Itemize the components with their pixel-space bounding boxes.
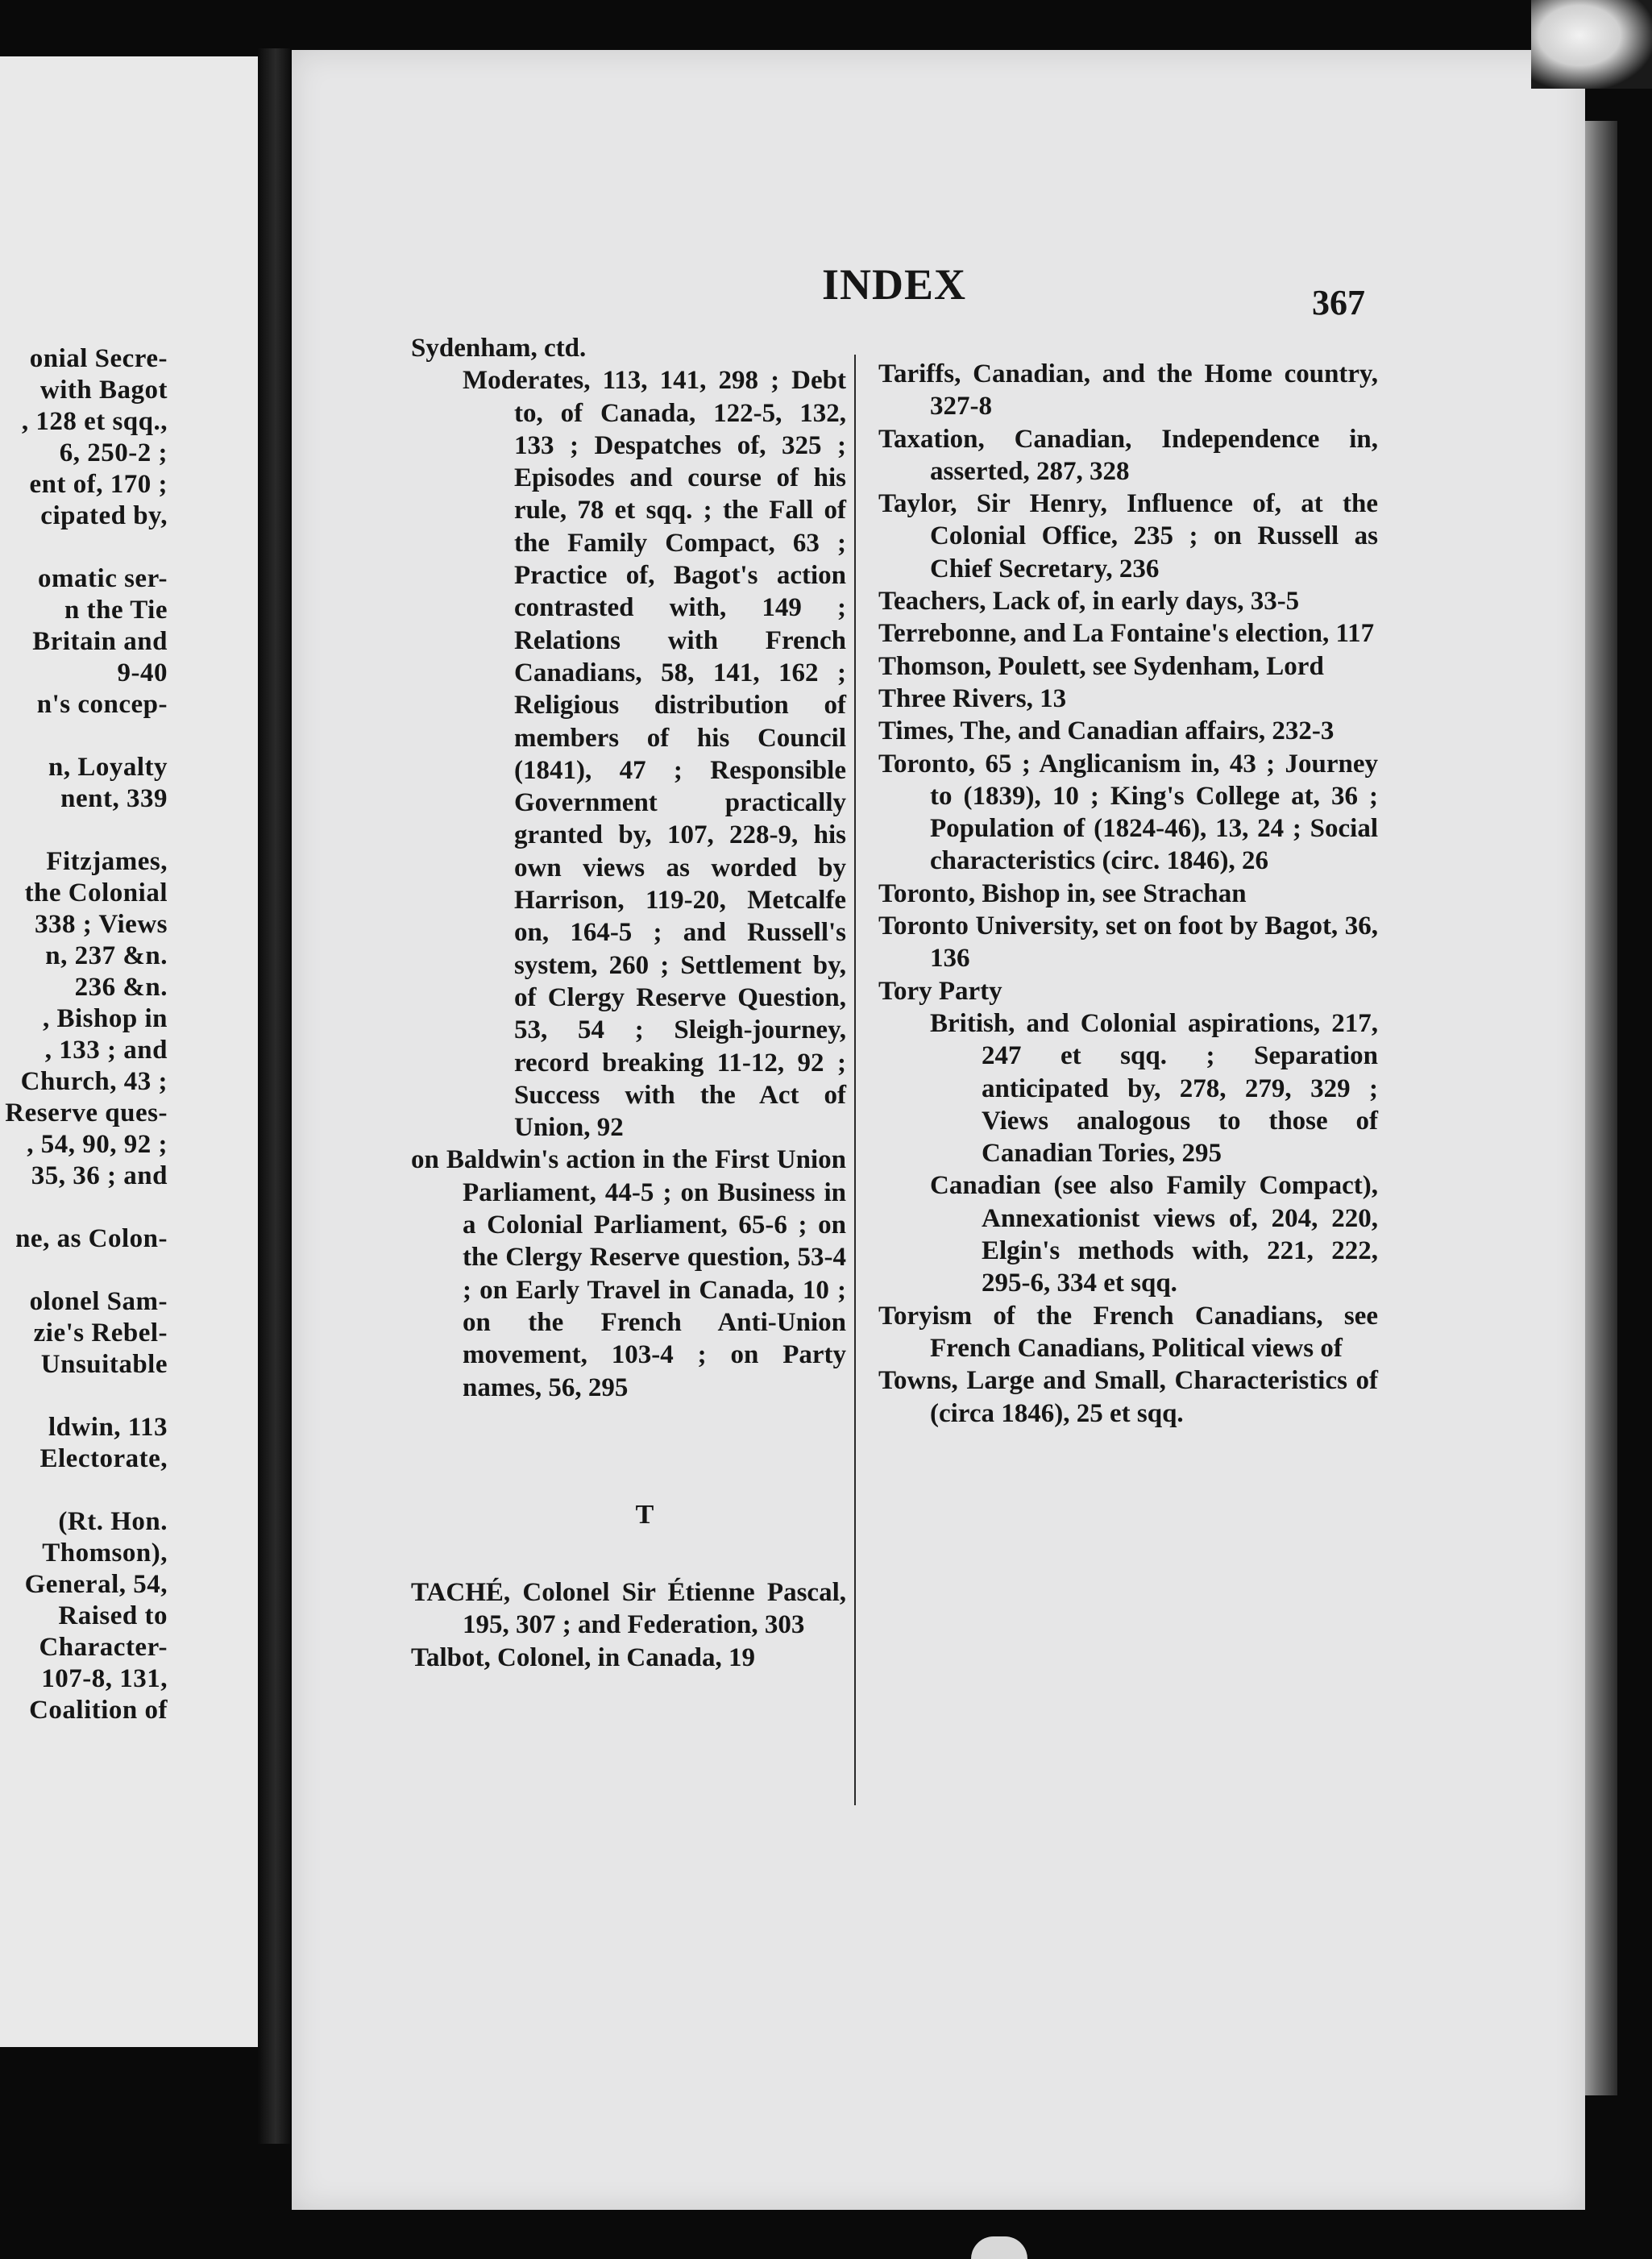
index-entry: Three Rivers, 13 (878, 683, 1067, 713)
column-divider (854, 355, 856, 1805)
facing-page-line: onial Secre- (29, 344, 168, 373)
index-entry: Taxation, Canadian, Independence in, asserted, 287, 328 (878, 424, 1378, 486)
facing-page-line: , 128 et sqq., (21, 407, 168, 436)
facing-page-line: ne, as Colon- (15, 1224, 168, 1253)
book-gutter (258, 48, 290, 2144)
facing-page-line: Character- (39, 1633, 168, 1662)
index-subentry: Canadian (see also Family Compact), Annexationist views of, 204, 220, Elgin's methods with, 221, 222, 295-6, 334 et sqq. (930, 1171, 1378, 1298)
section-letter: T (635, 1499, 654, 1530)
index-subentry-on: on Baldwin's action in the First Union Parliament, 44-5 ; on Business in a Colonial Parliament, 65-6 ; on the Clergy Reserve question, 53-4 ; on Early Travel in Canada, 10 ; on the French Anti-Union movement, 103-4 ; on Party names, 56, 295 (411, 1145, 846, 1402)
facing-page-line: Fitzjames, (46, 847, 168, 876)
facing-page-line: Thomson), (42, 1539, 168, 1568)
index-entry: Talbot, Colonel, in Canada, 19 (411, 1642, 755, 1672)
facing-page-line: olonel Sam- (29, 1287, 168, 1316)
index-subentry: British, and Colonial aspirations, 217, 247 et sqq. ; Separation anticipated by, 278, 279, 329 ; Views analogous to those of Canadian Tories, 295 (930, 1008, 1378, 1169)
facing-page-left (0, 56, 258, 2047)
index-entry: TACHÉ, Colonel Sir Étienne Pascal, 195, 307 ; and Federation, 303 (411, 1578, 846, 1640)
facing-page-line: cipated by, (40, 501, 168, 530)
facing-page-line: Raised to (58, 1601, 168, 1630)
index-column-right (878, 358, 1378, 1430)
index-entry: Taylor, Sir Henry, Influence of, at the Colonial Office, 235 ; on Russell as Chief Secretary, 236 (878, 489, 1378, 583)
facing-page-line: n's concep- (36, 690, 168, 719)
facing-page-line: nent, 339 (60, 784, 168, 813)
facing-page-line: Church, 43 ; (20, 1067, 168, 1096)
index-entry: Tariffs, Canadian, and the Home country, 327-8 (878, 359, 1378, 421)
facing-page-line: n, Loyalty (48, 753, 168, 782)
facing-page-line: Coalition of (29, 1696, 168, 1725)
index-entry: Thomson, Poulett, see Sydenham, Lord (878, 651, 1324, 681)
facing-page-line: omatic ser- (38, 564, 168, 593)
facing-page-line: n the Tie (64, 596, 168, 625)
facing-page-line: 107-8, 131, (41, 1664, 168, 1693)
facing-page-line: , Bishop in (43, 1004, 168, 1033)
index-subentry: Moderates, 113, 141, 298 ; Debt to, of Canada, 122-5, 132, 133 ; Despatches of, 325 ; Episodes and course of his rule, 78 et sqq. ; the Fall of the Family Compact, 63 ; Practice of, Bagot's action contrasted with, 149 ; Relations with French Canadians, 58, 141, 162 ; Religious distribution of members of his Council (1841), 47 ; Responsible Government practically granted by, 107, 228-9, his own views as worded by Harrison, 119-20, Metcalfe on, 164-5 ; and Russell's system, 260 ; Settlement by, of Clergy Reserve Question, 53, 54 ; Sleigh-journey, record breaking 11-12, 92 ; Success with the Act of Union, 92 (463, 366, 846, 1143)
facing-page-line: 35, 36 ; and (31, 1161, 168, 1190)
facing-page-line: Unsuitable (40, 1350, 168, 1379)
page-title: INDEX (822, 260, 967, 309)
facing-page-line: (Rt. Hon. (58, 1507, 168, 1536)
index-entry: Terrebonne, and La Fontaine's election, 117 (878, 619, 1375, 649)
facing-page-line: ent of, 170 ; (29, 470, 168, 499)
index-entry: Towns, Large and Small, Characteristics of (circa 1846), 25 et sqq. (878, 1366, 1378, 1428)
facing-page-line: Britain and (32, 627, 168, 656)
facing-page-line: , 133 ; and (44, 1036, 168, 1065)
facing-page-line: 9-40 (117, 658, 168, 687)
facing-page-line: 6, 250-2 ; (59, 438, 168, 467)
scan-artifact-bottom (971, 2236, 1027, 2259)
facing-page-line: ldwin, 113 (48, 1413, 168, 1442)
facing-page-line: General, 54, (24, 1570, 168, 1599)
index-entry: Toronto, Bishop in, see Strachan (878, 878, 1247, 908)
index-entry: Toronto, 65 ; Anglicanism in, 43 ; Journey to (1839), 10 ; King's College at, 36 ; Population of (1824-46), 13, 24 ; Social characteristics (circ. 1846), 26 (878, 749, 1378, 876)
facing-page-line: 236 &n. (74, 973, 168, 1002)
index-entry: Toryism of the French Canadians, see French Canadians, Political views of (878, 1301, 1378, 1363)
facing-page-line: n, 237 &n. (45, 941, 168, 970)
facing-page-line: Reserve ques- (5, 1098, 168, 1127)
scan-artifact (1531, 0, 1652, 89)
index-entry-heading: Sydenham, ctd. (411, 334, 587, 363)
page-edge-shadow (1585, 121, 1617, 2095)
facing-page-line: the Colonial (24, 878, 168, 907)
index-entry: Toronto University, set on foot by Bagot, 36, 136 (878, 911, 1378, 974)
index-column-left (411, 332, 846, 1674)
facing-page-line: Electorate, (39, 1444, 168, 1473)
index-entry: Times, The, and Canadian affairs, 232-3 (878, 716, 1334, 746)
page-number: 367 (1312, 283, 1365, 322)
index-entry-heading: Tory Party (878, 976, 1002, 1006)
facing-page-line: 338 ; Views (35, 910, 168, 939)
index-entry: Teachers, Lack of, in early days, 33-5 (878, 587, 1300, 617)
facing-page-line: , 54, 90, 92 ; (27, 1130, 168, 1159)
facing-page-line: zie's Rebel- (33, 1318, 168, 1348)
facing-page-line: with Bagot (39, 376, 168, 405)
